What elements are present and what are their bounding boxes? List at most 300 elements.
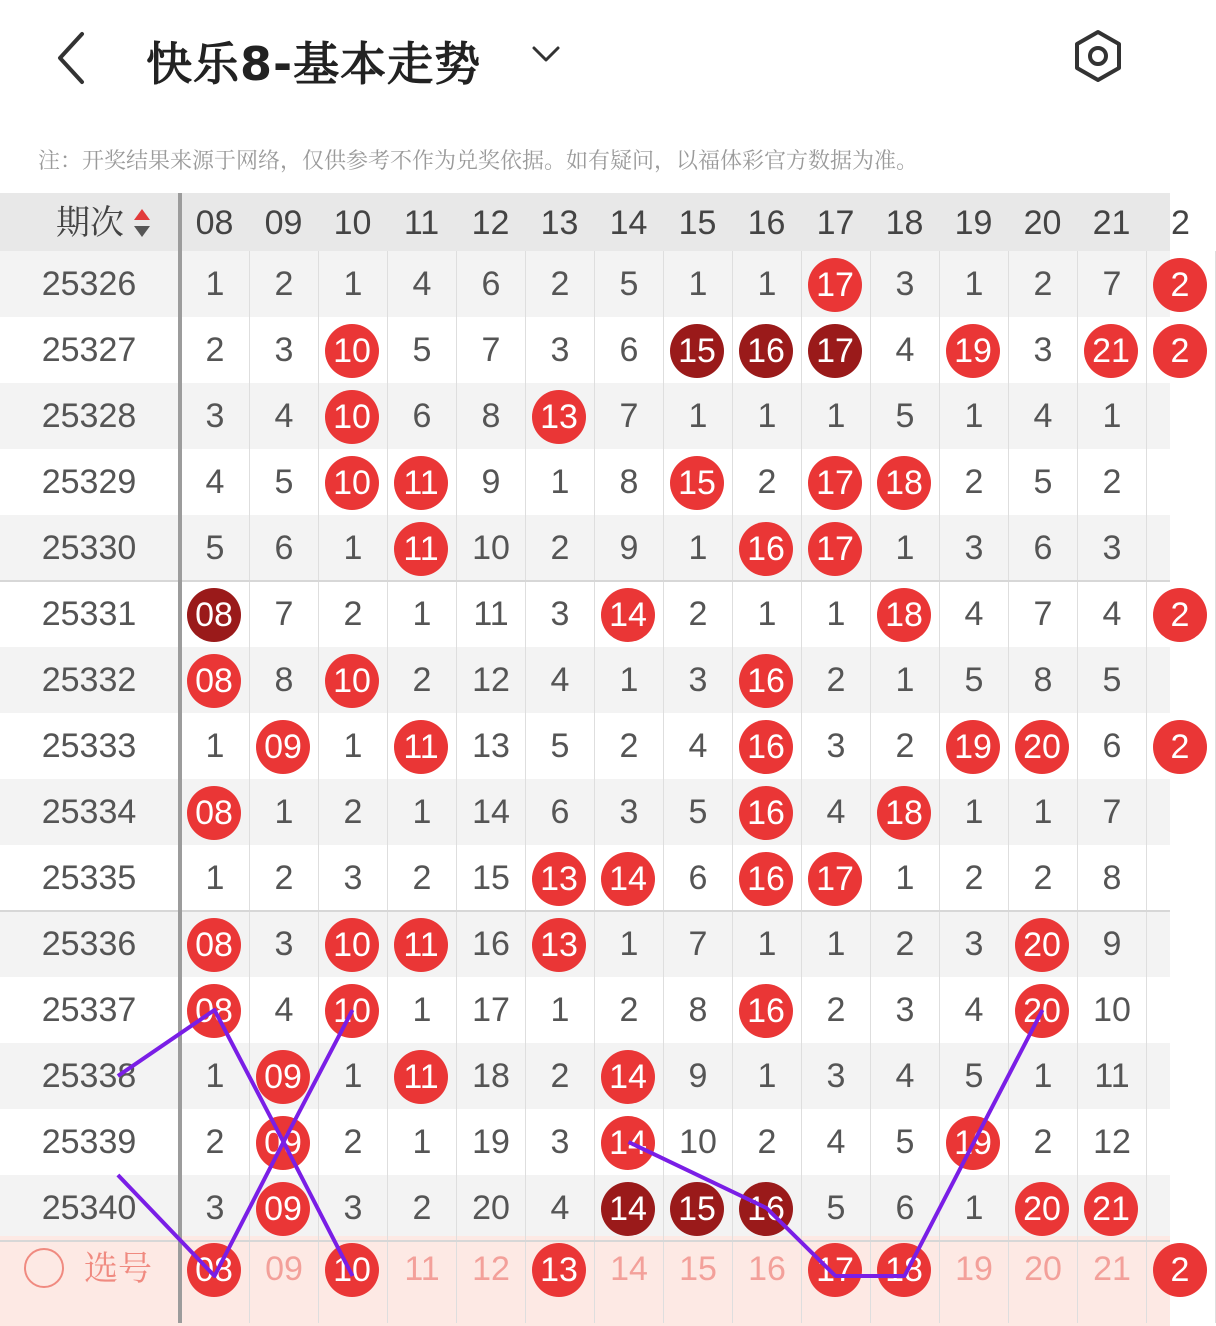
number-ball: 14 bbox=[601, 1116, 655, 1170]
table-cell bbox=[1147, 779, 1215, 845]
period-number: 25326 bbox=[41, 265, 137, 303]
table-cell: 14 bbox=[472, 793, 510, 831]
number-ball: 13 bbox=[532, 390, 586, 444]
page-title: 快乐8-基本走势 bbox=[146, 37, 482, 91]
table-cell: 7 bbox=[1102, 793, 1122, 831]
table-cell: 1 bbox=[550, 991, 570, 1029]
select-cell[interactable]: 16 bbox=[748, 1250, 786, 1288]
table-cell: 19 bbox=[472, 1123, 510, 1161]
table-cell bbox=[871, 779, 939, 845]
number-ball: 19 bbox=[946, 1116, 1000, 1170]
number-ball: 17 bbox=[808, 522, 862, 576]
table-cell: 3 bbox=[1102, 529, 1122, 567]
table-cell bbox=[1147, 383, 1215, 449]
table-cell bbox=[733, 647, 801, 713]
table-cell: 2 bbox=[412, 661, 432, 699]
number-ball: 20 bbox=[1015, 1182, 1069, 1236]
table-cell bbox=[388, 713, 456, 779]
table-cell bbox=[1147, 581, 1215, 647]
grid-vline bbox=[318, 251, 319, 1323]
select-cell[interactable] bbox=[802, 1236, 870, 1302]
table-cell: 9 bbox=[688, 1057, 708, 1095]
select-cell[interactable]: 14 bbox=[610, 1250, 648, 1288]
number-ball: 09 bbox=[256, 1050, 310, 1104]
table-cell: 3 bbox=[343, 859, 363, 897]
table-row bbox=[0, 251, 1190, 317]
table-cell: 2 bbox=[1033, 265, 1053, 303]
column-header: 17 bbox=[816, 204, 855, 242]
table-cell: 8 bbox=[1033, 661, 1053, 699]
number-ball: 11 bbox=[394, 522, 448, 576]
select-cell[interactable]: 12 bbox=[472, 1250, 510, 1288]
table-cell: 2 bbox=[964, 859, 984, 897]
column-header: 08 bbox=[195, 204, 234, 242]
number-ball: 15 bbox=[670, 1182, 724, 1236]
table-cell: 5 bbox=[964, 661, 984, 699]
table-cell: 3 bbox=[826, 727, 846, 765]
table-cell: 2 bbox=[412, 859, 432, 897]
number-ball: 10 bbox=[325, 390, 379, 444]
number-ball: 09 bbox=[256, 1116, 310, 1170]
table-row bbox=[0, 581, 1190, 647]
table-cell bbox=[319, 911, 387, 977]
table-cell bbox=[1147, 977, 1215, 1043]
disclaimer-note: 注：开奖结果来源于网络，仅供参考不作为兑奖依据。如有疑问，以福体彩官方数据为准。 bbox=[38, 149, 919, 174]
table-cell: 1 bbox=[895, 529, 915, 567]
table-cell: 11 bbox=[473, 595, 509, 633]
select-cell[interactable]: 09 bbox=[265, 1250, 303, 1288]
table-cell: 4 bbox=[826, 793, 846, 831]
table-cell bbox=[1147, 1109, 1215, 1175]
table-row bbox=[0, 1175, 1170, 1241]
number-ball: 16 bbox=[739, 324, 793, 378]
select-cell[interactable]: 20 bbox=[1024, 1250, 1062, 1288]
grid-vline bbox=[1146, 251, 1147, 1323]
table-cell: 2 bbox=[205, 1123, 225, 1161]
table-cell bbox=[871, 581, 939, 647]
period-number: 25337 bbox=[41, 991, 137, 1029]
group-separator bbox=[0, 580, 1170, 582]
table-cell: 1 bbox=[619, 661, 639, 699]
table-cell: 1 bbox=[550, 463, 570, 501]
table-cell: 18 bbox=[472, 1057, 510, 1095]
table-cell: 1 bbox=[826, 925, 846, 963]
period-number: 25333 bbox=[41, 727, 137, 765]
column-header: 2 bbox=[1171, 204, 1190, 242]
table-cell: 1 bbox=[619, 925, 639, 963]
table-cell bbox=[1147, 515, 1215, 581]
number-ball: 11 bbox=[394, 918, 448, 972]
table-cell: 1 bbox=[757, 1057, 777, 1095]
table-cell: 2 bbox=[826, 661, 846, 699]
table-cell: 8 bbox=[481, 397, 501, 435]
number-ball: 09 bbox=[256, 720, 310, 774]
table-cell bbox=[1147, 1175, 1215, 1241]
table-cell bbox=[181, 647, 249, 713]
period-number: 25336 bbox=[41, 925, 137, 963]
table-cell: 1 bbox=[964, 1189, 984, 1227]
period-number: 25328 bbox=[41, 397, 137, 435]
table-cell: 1 bbox=[757, 397, 777, 435]
table-cell: 3 bbox=[343, 1189, 363, 1227]
table-cell: 1 bbox=[343, 265, 363, 303]
selected-ball[interactable]: 13 bbox=[532, 1243, 586, 1297]
table-cell bbox=[1147, 911, 1215, 977]
table-cell: 4 bbox=[274, 397, 294, 435]
column-header: 12 bbox=[471, 204, 510, 242]
table-cell bbox=[940, 713, 1008, 779]
period-number: 25335 bbox=[41, 859, 137, 897]
select-cell[interactable] bbox=[871, 1236, 939, 1302]
select-radio[interactable] bbox=[24, 1248, 64, 1288]
number-ball: 20 bbox=[1015, 720, 1069, 774]
select-cell[interactable]: 19 bbox=[955, 1250, 993, 1288]
table-cell: 1 bbox=[343, 529, 363, 567]
table-cell bbox=[388, 911, 456, 977]
number-ball: 16 bbox=[739, 852, 793, 906]
number-ball: 16 bbox=[739, 1182, 793, 1236]
table-row bbox=[0, 647, 1170, 713]
number-ball: 19 bbox=[946, 324, 1000, 378]
table-cell bbox=[181, 977, 249, 1043]
table-cell: 1 bbox=[274, 793, 294, 831]
table-cell: 1 bbox=[964, 793, 984, 831]
table-cell bbox=[733, 317, 801, 383]
number-ball: 08 bbox=[187, 918, 241, 972]
table-cell: 2 bbox=[274, 265, 294, 303]
period-number: 25339 bbox=[41, 1123, 137, 1161]
table-cell bbox=[940, 1109, 1008, 1175]
table-cell: 4 bbox=[895, 331, 915, 369]
selected-ball[interactable]: 17 bbox=[808, 1243, 862, 1297]
table-cell bbox=[1147, 1043, 1215, 1109]
table-cell: 8 bbox=[274, 661, 294, 699]
selected-ball[interactable]: 18 bbox=[877, 1243, 931, 1297]
table-cell bbox=[733, 1175, 801, 1241]
table-cell: 1 bbox=[412, 793, 432, 831]
table-cell: 3 bbox=[550, 595, 570, 633]
number-ball: 21 bbox=[1084, 324, 1138, 378]
number-ball: 20 bbox=[1015, 984, 1069, 1038]
table-cell: 4 bbox=[205, 463, 225, 501]
table-cell: 9 bbox=[619, 529, 639, 567]
table-cell bbox=[802, 515, 870, 581]
period-number: 25327 bbox=[41, 331, 137, 369]
table-cell bbox=[319, 383, 387, 449]
table-cell: 3 bbox=[688, 661, 708, 699]
number-ball: 2 bbox=[1153, 258, 1207, 312]
number-ball: 18 bbox=[877, 786, 931, 840]
table-cell bbox=[802, 449, 870, 515]
column-header: 19 bbox=[954, 204, 993, 242]
table-cell bbox=[733, 713, 801, 779]
number-ball: 08 bbox=[187, 654, 241, 708]
selected-ball[interactable]: 2 bbox=[1153, 1243, 1207, 1297]
table-cell: 6 bbox=[412, 397, 432, 435]
grid-vline bbox=[801, 251, 802, 1323]
table-cell: 20 bbox=[472, 1189, 510, 1227]
table-cell bbox=[802, 251, 870, 317]
app-header bbox=[0, 0, 1170, 120]
table-cell: 2 bbox=[1033, 1123, 1053, 1161]
table-cell: 3 bbox=[964, 529, 984, 567]
select-cell[interactable] bbox=[1147, 1236, 1215, 1302]
number-ball: 2 bbox=[1153, 588, 1207, 642]
column-header: 14 bbox=[609, 204, 648, 242]
table-cell: 3 bbox=[964, 925, 984, 963]
table-cell: 6 bbox=[619, 331, 639, 369]
table-cell: 3 bbox=[619, 793, 639, 831]
table-cell: 5 bbox=[895, 1123, 915, 1161]
number-ball: 11 bbox=[394, 456, 448, 510]
table-cell bbox=[1147, 251, 1215, 317]
select-number-row bbox=[0, 1236, 1190, 1306]
column-header: 20 bbox=[1023, 204, 1062, 242]
table-cell: 2 bbox=[619, 991, 639, 1029]
number-ball: 08 bbox=[187, 588, 241, 642]
table-cell: 1 bbox=[757, 265, 777, 303]
period-number: 25332 bbox=[41, 661, 137, 699]
table-cell: 1 bbox=[964, 265, 984, 303]
table-cell bbox=[1147, 647, 1215, 713]
table-cell: 2 bbox=[619, 727, 639, 765]
table-cell: 2 bbox=[1033, 859, 1053, 897]
table-cell: 1 bbox=[757, 595, 777, 633]
column-header: 18 bbox=[885, 204, 924, 242]
table-cell: 5 bbox=[1033, 463, 1053, 501]
table-cell: 8 bbox=[619, 463, 639, 501]
number-ball: 16 bbox=[739, 984, 793, 1038]
table-cell: 6 bbox=[895, 1189, 915, 1227]
number-ball: 18 bbox=[877, 456, 931, 510]
table-row bbox=[0, 1109, 1170, 1175]
table-cell bbox=[802, 845, 870, 911]
table-cell bbox=[1009, 911, 1077, 977]
table-cell: 2 bbox=[550, 529, 570, 567]
table-cell: 1 bbox=[1102, 397, 1122, 435]
table-cell: 1 bbox=[205, 1057, 225, 1095]
table-row bbox=[0, 1043, 1170, 1109]
number-ball: 08 bbox=[187, 786, 241, 840]
table-cell bbox=[595, 581, 663, 647]
table-cell bbox=[595, 1109, 663, 1175]
table-cell: 3 bbox=[895, 265, 915, 303]
table-cell bbox=[595, 1175, 663, 1241]
number-ball: 14 bbox=[601, 852, 655, 906]
number-ball: 10 bbox=[325, 456, 379, 510]
column-header: 15 bbox=[678, 204, 717, 242]
table-cell: 4 bbox=[1033, 397, 1053, 435]
table-cell bbox=[319, 449, 387, 515]
number-ball: 15 bbox=[670, 324, 724, 378]
number-ball: 21 bbox=[1084, 1182, 1138, 1236]
table-cell: 17 bbox=[472, 991, 510, 1029]
table-cell: 12 bbox=[1093, 1123, 1131, 1161]
grid-vline bbox=[525, 251, 526, 1323]
table-cell: 2 bbox=[550, 265, 570, 303]
select-label: 选号 bbox=[84, 1249, 152, 1289]
table-cell bbox=[664, 1175, 732, 1241]
table-cell: 5 bbox=[826, 1189, 846, 1227]
table-cell bbox=[388, 449, 456, 515]
gear-icon[interactable] bbox=[1070, 28, 1126, 84]
number-ball: 17 bbox=[808, 852, 862, 906]
grid-vline bbox=[870, 251, 871, 1323]
table-cell: 3 bbox=[205, 1189, 225, 1227]
table-cell: 10 bbox=[1093, 991, 1131, 1029]
table-cell: 1 bbox=[205, 859, 225, 897]
grid-vline bbox=[594, 251, 595, 1323]
column-header: 10 bbox=[333, 204, 372, 242]
table-cell bbox=[319, 977, 387, 1043]
table-cell: 1 bbox=[1033, 1057, 1053, 1095]
table-cell bbox=[940, 317, 1008, 383]
table-cell: 1 bbox=[343, 727, 363, 765]
table-row bbox=[0, 515, 1170, 581]
table-cell bbox=[1078, 1175, 1146, 1241]
table-cell: 5 bbox=[688, 793, 708, 831]
table-cell bbox=[1147, 845, 1215, 911]
table-cell: 3 bbox=[1033, 331, 1053, 369]
table-cell: 4 bbox=[688, 727, 708, 765]
table-cell: 1 bbox=[688, 529, 708, 567]
select-cell[interactable]: 15 bbox=[679, 1250, 717, 1288]
table-cell: 6 bbox=[1033, 529, 1053, 567]
table-cell bbox=[595, 1043, 663, 1109]
number-ball: 13 bbox=[532, 852, 586, 906]
table-cell bbox=[664, 449, 732, 515]
period-label: 期次 bbox=[56, 204, 124, 242]
period-header[interactable] bbox=[0, 193, 178, 251]
table-cell bbox=[181, 779, 249, 845]
grid-vline bbox=[249, 251, 250, 1323]
selected-ball[interactable]: 08 bbox=[187, 1243, 241, 1297]
table-cell bbox=[526, 383, 594, 449]
table-cell: 1 bbox=[895, 661, 915, 699]
table-cell: 1 bbox=[1033, 793, 1053, 831]
table-row bbox=[0, 911, 1170, 977]
select-number-row-2 bbox=[0, 1306, 1170, 1326]
table-cell: 1 bbox=[964, 397, 984, 435]
number-ball: 13 bbox=[532, 918, 586, 972]
table-cell: 4 bbox=[1102, 595, 1122, 633]
chevron-down-icon[interactable] bbox=[528, 40, 564, 70]
table-cell: 2 bbox=[550, 1057, 570, 1095]
number-ball: 16 bbox=[739, 786, 793, 840]
table-cell: 7 bbox=[688, 925, 708, 963]
table-cell bbox=[1009, 713, 1077, 779]
table-cell: 2 bbox=[343, 1123, 363, 1161]
table-row bbox=[0, 383, 1170, 449]
number-ball: 17 bbox=[808, 324, 862, 378]
back-arrow-icon[interactable] bbox=[52, 30, 96, 86]
selected-ball[interactable]: 10 bbox=[325, 1243, 379, 1297]
table-row bbox=[0, 977, 1170, 1043]
table-cell: 1 bbox=[688, 265, 708, 303]
table-cell bbox=[1147, 713, 1215, 779]
table-cell: 7 bbox=[1033, 595, 1053, 633]
table-row bbox=[0, 317, 1190, 383]
select-cell[interactable] bbox=[526, 1236, 594, 1302]
column-separator bbox=[178, 193, 182, 1323]
table-cell: 2 bbox=[964, 463, 984, 501]
grid-vline bbox=[456, 251, 457, 1323]
sort-icon[interactable] bbox=[132, 207, 152, 239]
table-cell: 3 bbox=[895, 991, 915, 1029]
number-ball: 08 bbox=[187, 984, 241, 1038]
number-ball: 10 bbox=[325, 654, 379, 708]
select-cell[interactable] bbox=[181, 1236, 249, 1302]
table-cell: 13 bbox=[472, 727, 510, 765]
table-cell: 2 bbox=[343, 793, 363, 831]
number-ball: 15 bbox=[670, 456, 724, 510]
table-row bbox=[0, 845, 1170, 911]
table-cell: 1 bbox=[343, 1057, 363, 1095]
table-cell: 7 bbox=[274, 595, 294, 633]
table-cell: 12 bbox=[472, 661, 510, 699]
table-cell: 1 bbox=[412, 1123, 432, 1161]
table-row bbox=[0, 449, 1170, 515]
table-cell: 10 bbox=[679, 1123, 717, 1161]
table-cell bbox=[250, 1175, 318, 1241]
column-header: 11 bbox=[403, 204, 440, 242]
table-cell: 5 bbox=[964, 1057, 984, 1095]
grid-vline bbox=[1077, 251, 1078, 1323]
table-cell: 1 bbox=[412, 991, 432, 1029]
period-number: 25330 bbox=[41, 529, 137, 567]
select-cell[interactable] bbox=[319, 1236, 387, 1302]
table-cell: 3 bbox=[826, 1057, 846, 1095]
grid-vline bbox=[663, 251, 664, 1323]
number-ball: 2 bbox=[1153, 324, 1207, 378]
table-cell bbox=[1009, 977, 1077, 1043]
grid-vline bbox=[387, 251, 388, 1323]
table-cell bbox=[595, 845, 663, 911]
number-ball: 16 bbox=[739, 522, 793, 576]
trend-table bbox=[0, 193, 1190, 1323]
table-cell: 4 bbox=[826, 1123, 846, 1161]
select-cell[interactable]: 11 bbox=[404, 1250, 440, 1288]
table-cell: 3 bbox=[274, 925, 294, 963]
table-cell: 5 bbox=[619, 265, 639, 303]
table-cell bbox=[250, 713, 318, 779]
table-cell: 2 bbox=[895, 925, 915, 963]
period-number: 25329 bbox=[41, 463, 137, 501]
table-cell: 2 bbox=[412, 1189, 432, 1227]
table-cell bbox=[181, 581, 249, 647]
table-cell bbox=[1009, 1175, 1077, 1241]
number-ball: 18 bbox=[877, 588, 931, 642]
table-cell: 1 bbox=[205, 727, 225, 765]
table-cell: 1 bbox=[826, 595, 846, 633]
number-ball: 14 bbox=[601, 1182, 655, 1236]
table-cell bbox=[526, 845, 594, 911]
table-cell: 6 bbox=[274, 529, 294, 567]
number-ball: 20 bbox=[1015, 918, 1069, 972]
table-cell bbox=[319, 647, 387, 713]
table-cell: 1 bbox=[205, 265, 225, 303]
number-ball: 14 bbox=[601, 588, 655, 642]
table-cell: 2 bbox=[826, 991, 846, 1029]
number-ball: 2 bbox=[1153, 720, 1207, 774]
column-header: 13 bbox=[540, 204, 579, 242]
table-cell bbox=[733, 845, 801, 911]
number-ball: 19 bbox=[946, 720, 1000, 774]
select-cell[interactable]: 21 bbox=[1093, 1250, 1131, 1288]
table-cell: 7 bbox=[619, 397, 639, 435]
table-cell: 1 bbox=[895, 859, 915, 897]
table-cell bbox=[1147, 449, 1215, 515]
